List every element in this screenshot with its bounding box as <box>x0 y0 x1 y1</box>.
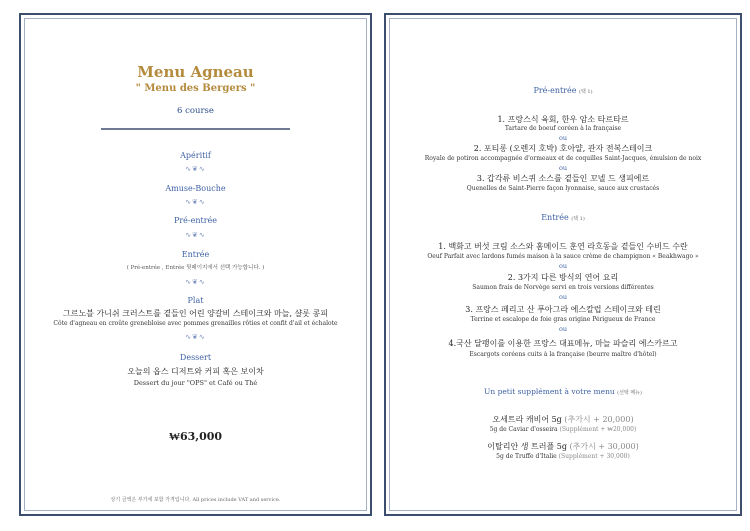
entree-item-1-french: Oeuf Parfait avec lardons fumés maison à la sauce crème de champignon « Beakhwago » <box>427 253 699 260</box>
menu-price: ₩63,000 <box>168 430 223 443</box>
pre-item-1-french: Tartare de boeuf coréen à la française <box>504 125 622 132</box>
entree-title: Entrée <box>541 213 569 222</box>
supplement-2-name: 이탈리안 생 트러플 5g <box>487 442 567 451</box>
divider-rule <box>101 128 290 130</box>
entree-item-4-korean: 4.국산 달팽이를 이용한 프랑스 대표메뉴, 마늘 파슬리 에스카르고 <box>448 339 678 348</box>
supplement-2-fr-name: 5g de Truffe d'Italie <box>496 453 557 460</box>
supplement-1-french <box>386 426 740 433</box>
or-separator: ou <box>558 134 568 142</box>
ornament-icon: ∿❦∿ <box>185 165 206 173</box>
entree-item-1-korean: 1. 백화고 버섯 크림 소스와 홈메이드 훈연 라흐동을 곁들인 수비드 수란 <box>438 242 688 251</box>
menu-card-left <box>19 13 372 516</box>
entree-item-3-korean: 3. 프랑스 페리고 산 푸아그라 에스칼럽 스테이크와 테린 <box>465 305 661 314</box>
menu-title: Menu Agneau <box>137 63 254 81</box>
pre-entree-title: Pré-entrée <box>533 86 577 95</box>
pre-item-2-korean: 2. 포티롱 (오렌지 호박) 호아얄, 관자 전복스테이크 <box>473 144 653 153</box>
supplement-2-korean <box>386 441 740 452</box>
or-separator: ou <box>558 262 568 270</box>
or-separator: ou <box>558 164 568 172</box>
pre-item-3-french: Quenelles de Saint-Pierre façon lyonnaise, sauce aux crustacés <box>466 185 660 192</box>
supplement-2-fr-extra: (Supplément + 30,000) <box>558 453 630 460</box>
ornament-icon: ∿❦∿ <box>185 198 206 206</box>
plat-korean: 그르노블 가니쉬 크러스트를 곁들인 어린 양갈비 스테이크와 마늘, 샬롯 콩피 <box>63 309 328 318</box>
footer-note: 상기 금액은 부가세 포함 가격입니다. All prices include VAT and service. <box>110 497 281 503</box>
supplement-heading <box>386 387 740 396</box>
supplement-1-korean <box>386 414 740 425</box>
entree-note: ( Pré-entrée , Entrée 뒷페이지에서 선택 가능합니다. ) <box>126 265 265 271</box>
dessert-french: Dessert du jour "OPS" et Café ou Thé <box>133 379 258 387</box>
supplement-1-fr-extra: (Supplément + ₩20,000) <box>559 426 637 433</box>
entree-item-3-french: Terrine et escalope de foie gras origine Périgueux de France <box>470 316 656 323</box>
pre-item-3-korean: 3. 갑각류 비스퀴 소스를 곁들인 꼬넬 드 생피에르 <box>476 174 650 183</box>
section-dessert: Dessert <box>179 353 212 362</box>
supplement-title: Un petit supplément à votre menu <box>484 387 615 396</box>
entree-tag: (택 1) <box>571 216 585 222</box>
or-separator: ou <box>558 293 568 301</box>
section-pre-entree: Pré-entrée <box>173 216 218 225</box>
pre-entree-tag: (택 1) <box>579 89 593 95</box>
pre-entree-heading <box>386 86 740 95</box>
pre-item-2-french: Royale de potiron accompagnée d'ormeaux et de coquilles Saint-Jacques, émulsion de noix <box>424 155 702 162</box>
section-entree: Entrée <box>181 250 210 259</box>
plat-french: Côte d'agneau en croûte grenebloise avec pommes grenailles rôties et confit d'ail et échalote <box>53 320 338 327</box>
supplement-1-name: 오세트라 캐비어 5g <box>492 415 562 424</box>
or-separator: ou <box>558 325 568 333</box>
ornament-icon: ∿❦∿ <box>185 231 206 239</box>
supplement-2-extra: (추가시 + 30,000) <box>569 442 639 451</box>
pre-item-1-korean: 1. 프랑스식 육회, 한우 암소 타르타르 <box>497 115 629 124</box>
supplement-2-french <box>386 453 740 460</box>
section-aperitif: Apéritif <box>180 151 211 160</box>
menu-card-right <box>384 13 742 516</box>
dessert-korean: 오늘의 옵스 디저트와 커피 혹은 보이차 <box>127 367 264 376</box>
entree-item-4-french: Escargots coréens cuits à la française (beurre maître d'hôtel) <box>469 351 657 358</box>
section-amuse-bouche: Amuse-Bouche <box>165 184 226 193</box>
supplement-1-extra: (추가시 + 20,000) <box>564 415 634 424</box>
ornament-icon: ∿❦∿ <box>185 333 206 341</box>
entree-item-2-korean: 2. 3가지 다른 방식의 연어 요리 <box>507 273 619 282</box>
entree-heading <box>386 213 740 222</box>
entree-item-2-french: Saumon frais de Norvège servi en trois versions différentes <box>472 284 654 291</box>
supplement-1-fr-name: 5g de Caviar d'osseira <box>489 426 558 433</box>
section-plat: Plat <box>187 296 204 305</box>
ornament-icon: ∿❦∿ <box>185 278 206 286</box>
menu-subtitle: " Menu des Bergers " <box>135 83 256 94</box>
course-count: 6 course <box>177 106 214 116</box>
supplement-tag: (선택 메뉴) <box>617 390 642 396</box>
